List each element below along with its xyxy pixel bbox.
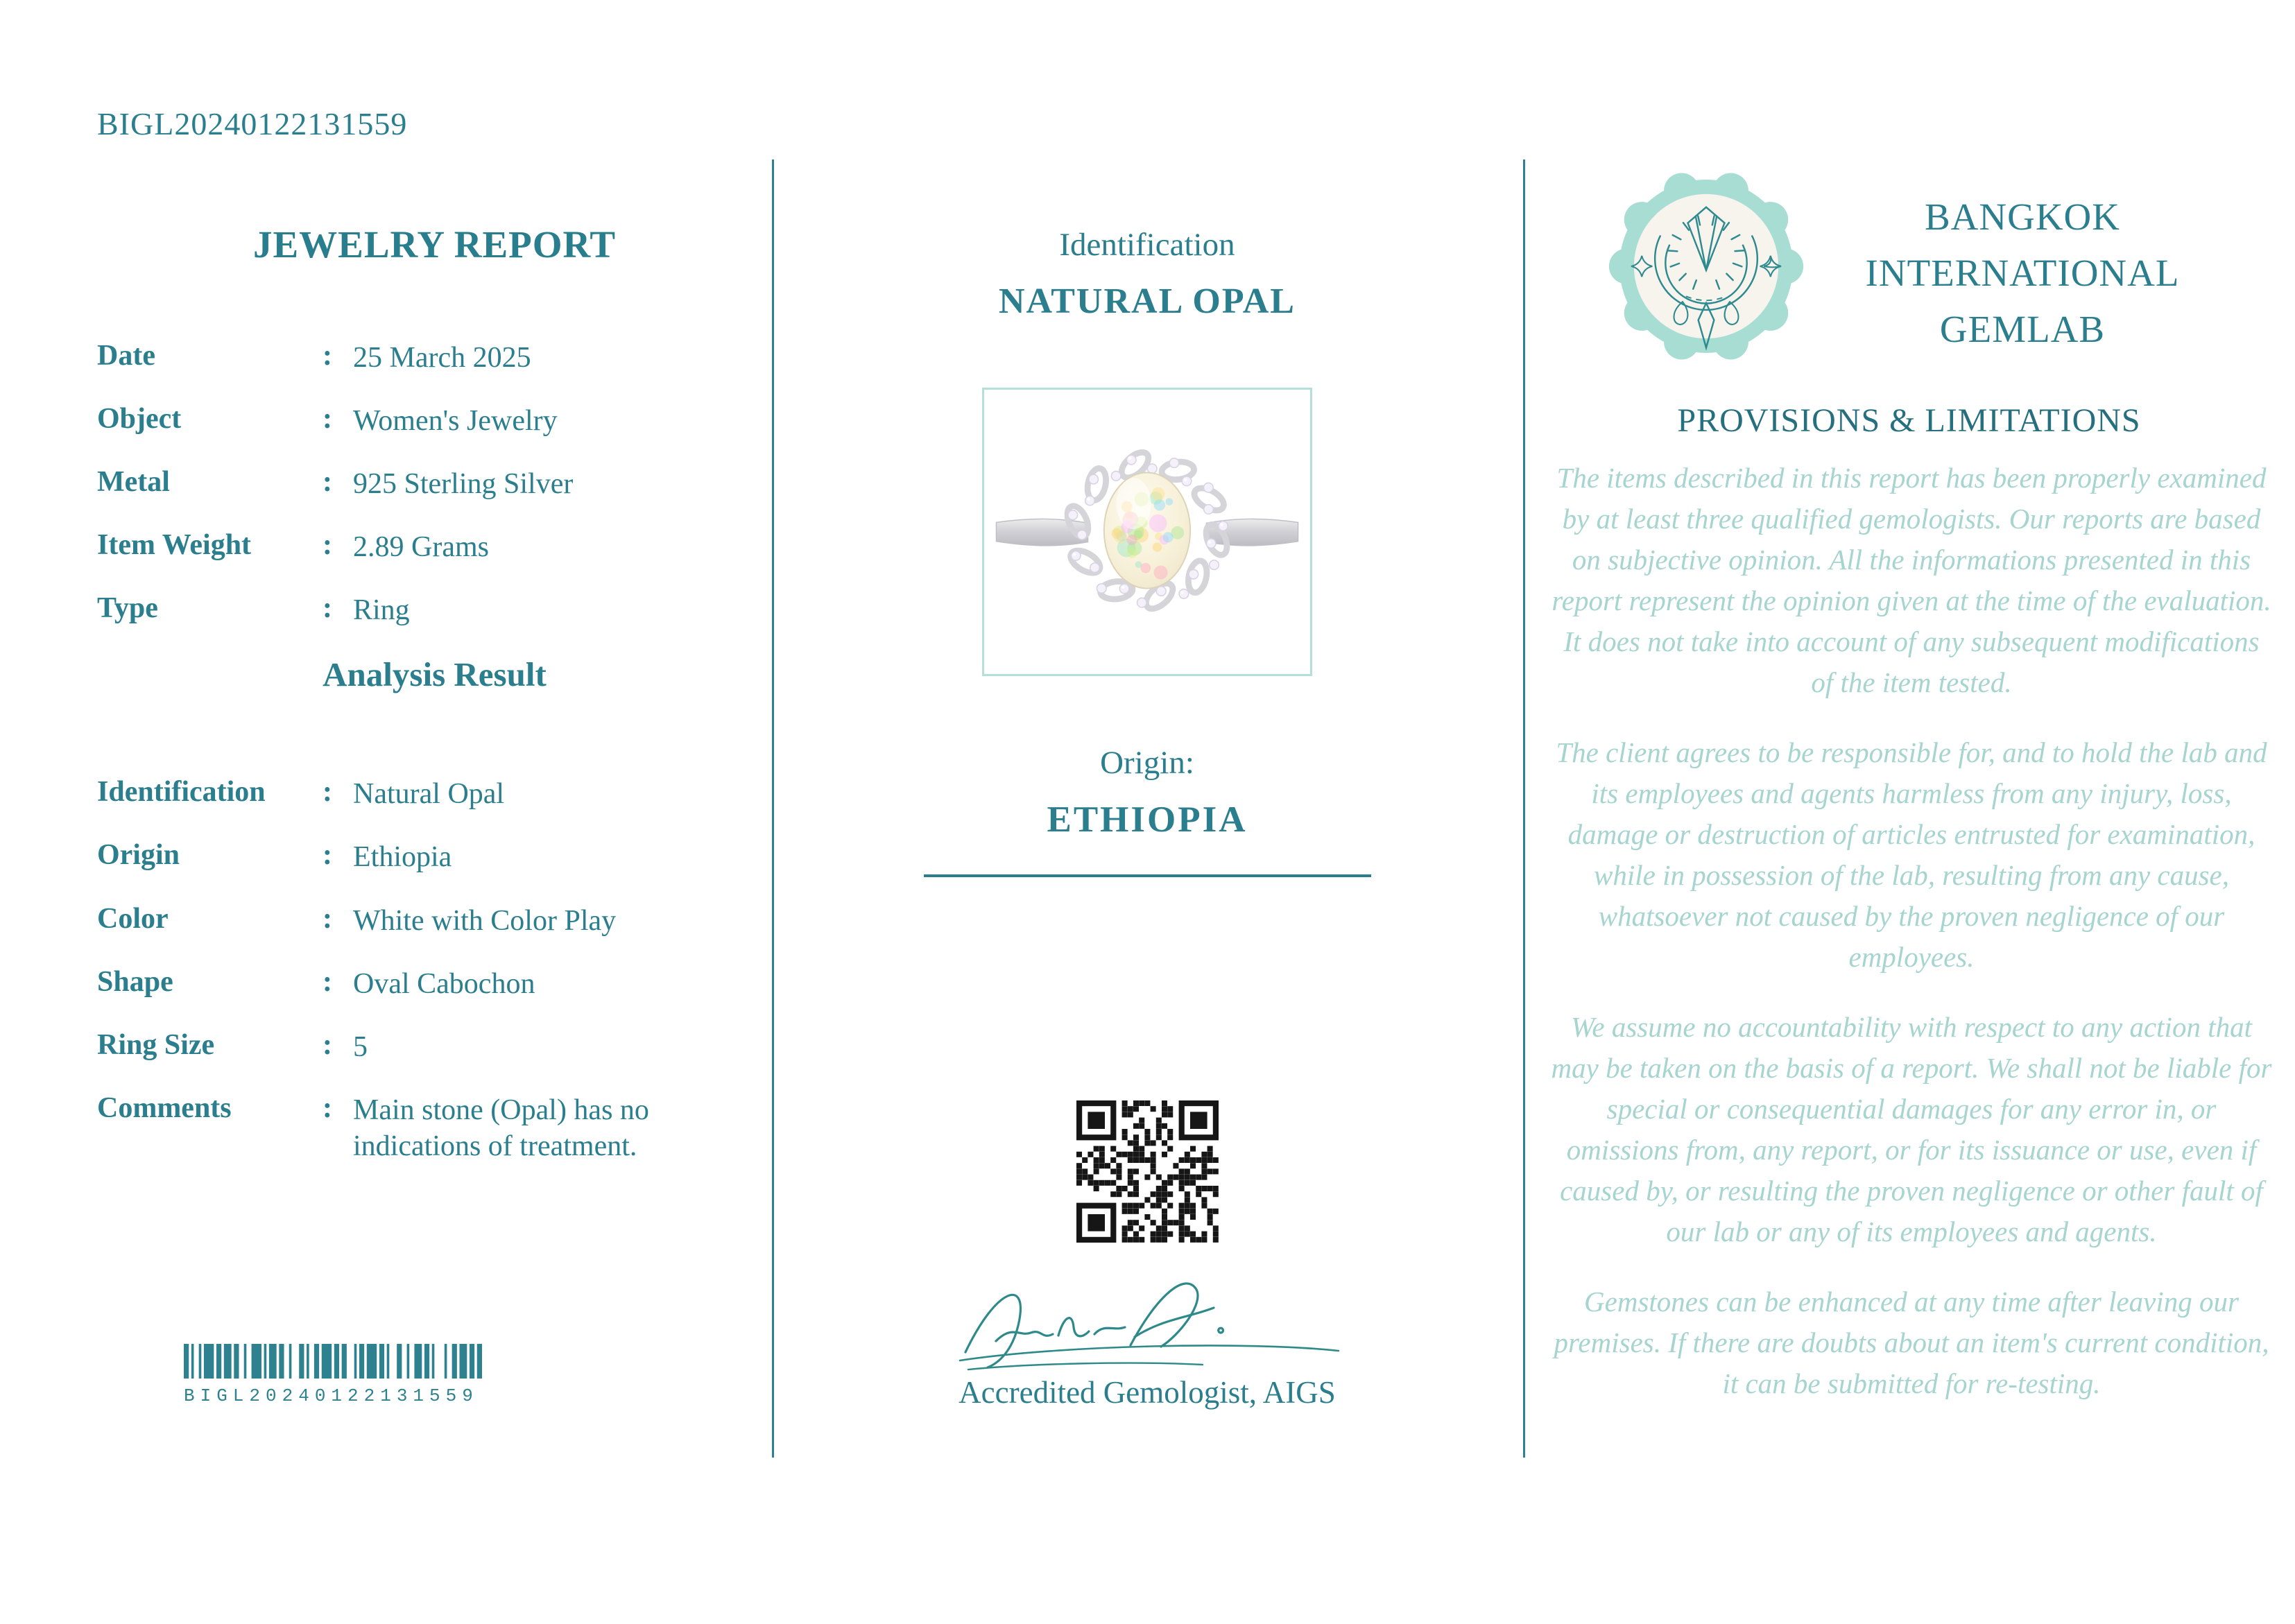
opal-ring-photo: [986, 392, 1308, 672]
analysis-row-origin: [97, 840, 772, 875]
analysis-row-ring-size: [97, 1030, 772, 1065]
gemlab-logo-icon: [1608, 168, 1805, 365]
analysis-colon: :: [323, 776, 332, 809]
lab-name-line: INTERNATIONAL: [1865, 252, 2180, 294]
detail-value: 25 March 2025: [353, 342, 531, 374]
analysis-colon: :: [323, 839, 332, 872]
identification-value: NATURAL OPAL: [999, 282, 1296, 321]
analysis-row-color: [97, 904, 772, 939]
detail-value: Ring: [353, 594, 410, 627]
analysis-value: White with Color Play: [353, 904, 617, 937]
analysis-row-comments: [97, 1091, 772, 1164]
analysis-colon: :: [323, 902, 332, 935]
provisions-title: PROVISIONS & LIMITATIONS: [1677, 402, 2141, 439]
analysis-label: Identification: [97, 776, 266, 809]
provisions-paragraph: The client agrees to be responsible for, and to hold the lab and its employees and agents harmless from any injury, loss, damage or destruction of articles entrusted for examination, while in possession of the lab, resulting from any cause, whatsoever not caused by the proven negligence of our employees.: [1556, 736, 2267, 973]
report-title: JEWELRY REPORT: [252, 223, 617, 266]
provisions-paragraphs: [1551, 458, 2272, 1433]
detail-colon: :: [323, 340, 332, 372]
lab-name: [1827, 189, 2218, 357]
analysis-label: Origin: [97, 839, 180, 872]
analysis-value: 5: [353, 1030, 368, 1063]
analysis-result-title: Analysis Result: [323, 655, 547, 694]
detail-row-item-weight: [97, 530, 772, 565]
analysis-label: Comments: [97, 1091, 232, 1124]
detail-row-type: [97, 594, 772, 628]
analysis-label: Color: [97, 902, 169, 935]
barcode-block: [184, 1344, 482, 1406]
detail-row-object: [97, 404, 772, 439]
qr-code-icon: [1076, 1100, 1219, 1243]
analysis-value: Natural Opal: [353, 778, 505, 811]
provisions-paragraph: We assume no accountability with respect to any action that may be taken on the basis of a report. We shall not be liable for special or consequential damages for any error in, or omissions from, any report, or for its issuance or use, even if caused by, or resulting the proven negligence or other fault of our lab or any of its employees and agents.: [1551, 1011, 2272, 1247]
analysis-value: Main stone (Opal) has no indications of treatment.: [353, 1094, 649, 1162]
analysis-colon: :: [323, 1028, 332, 1061]
identification-heading: Identification: [1059, 227, 1235, 263]
signer-title: Accredited Gemologist, AIGS: [959, 1375, 1336, 1410]
detail-value: 925 Sterling Silver: [353, 468, 574, 501]
origin-divider-line: [924, 874, 1371, 877]
detail-colon: :: [323, 466, 332, 499]
analysis-value: Ethiopia: [353, 841, 452, 874]
detail-row-date: [97, 341, 772, 376]
analysis-colon: :: [323, 965, 332, 998]
lab-name-line: BANGKOK: [1925, 196, 2120, 238]
origin-heading: Origin:: [1100, 745, 1194, 781]
report-details-column: [97, 225, 772, 1193]
analysis-colon: :: [323, 1091, 332, 1124]
detail-colon: :: [323, 529, 332, 562]
detail-value: Women's Jewelry: [353, 405, 558, 438]
analysis-label: Shape: [97, 965, 173, 998]
analysis-value: Oval Cabochon: [353, 967, 535, 1000]
column-divider-right: [1523, 159, 1525, 1458]
identification-column: [772, 0, 1522, 1408]
analysis-label: Ring Size: [97, 1028, 215, 1061]
detail-colon: :: [323, 592, 332, 625]
qr-code-block: [1076, 1100, 1219, 1243]
signature-block: [946, 1269, 1348, 1373]
barcode-icon: [184, 1344, 482, 1379]
detail-label: Metal: [97, 466, 170, 499]
detail-colon: :: [323, 403, 332, 435]
detail-label: Type: [97, 592, 158, 625]
provisions-paragraph: Gemstones can be enhanced at any time after leaving our premises. If there are doubts about an item's current condition, it can be submitted for re-testing.: [1554, 1286, 2269, 1399]
lab-name-line: GEMLAB: [1939, 308, 2106, 350]
analysis-row-identification: [97, 777, 772, 812]
analysis-row-shape: [97, 967, 772, 1002]
barcode-text: BIGL20240122131559: [184, 1385, 479, 1406]
opal-highlight: [1116, 478, 1151, 529]
detail-row-metal: [97, 467, 772, 502]
jewelry-photo-frame: [982, 388, 1312, 676]
provisions-paragraph: The items described in this report has been properly examined by at least three qualified gemologists. Our reports are based on subjective opinion. All the informations presented in this report represent the opinion given at the time of the evaluation. It does not take into account of any subsequent modifications of the item tested.: [1552, 462, 2271, 698]
gemologist-signature: [946, 1269, 1348, 1373]
detail-label: Date: [97, 340, 155, 372]
detail-value: 2.89 Grams: [353, 531, 489, 564]
detail-label: Item Weight: [97, 529, 252, 562]
report-number: BIGL20240122131559: [97, 106, 408, 141]
detail-label: Object: [97, 403, 182, 435]
origin-value: ETHIOPIA: [1047, 800, 1248, 840]
